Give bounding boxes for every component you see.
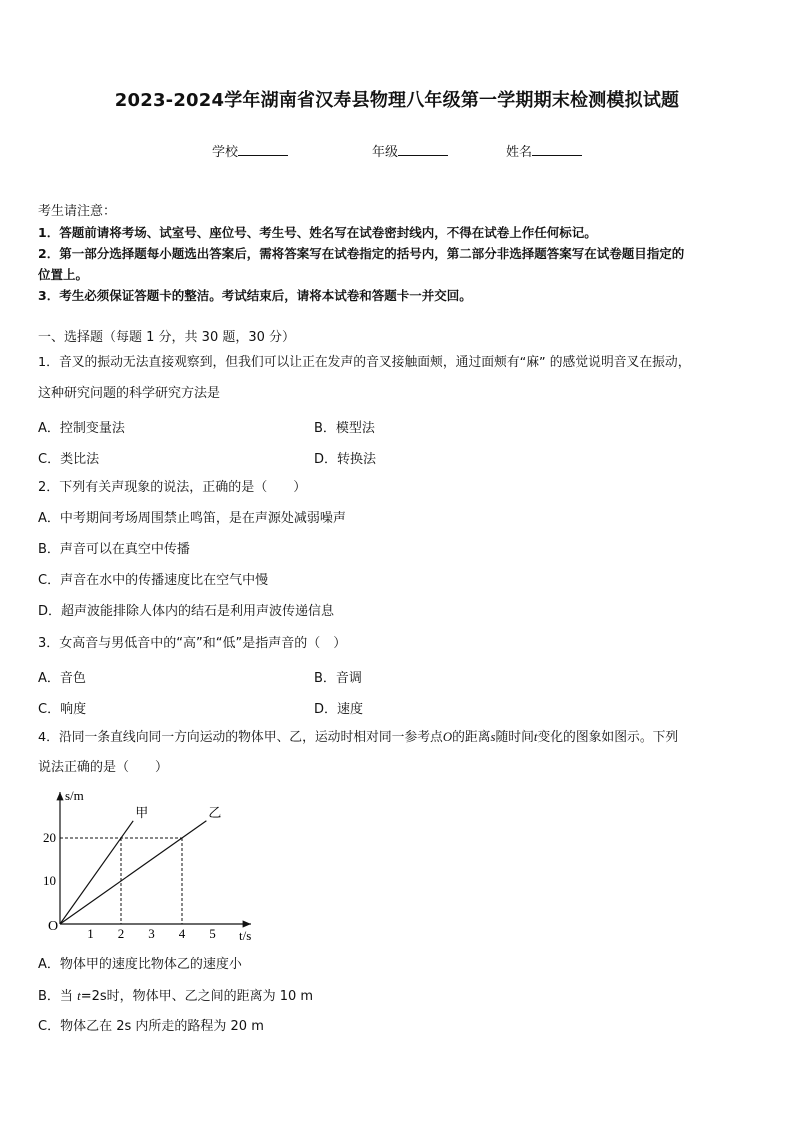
x-tick-label: 3 bbox=[148, 926, 155, 941]
q4-stem-part: 的距离 bbox=[452, 730, 491, 745]
q4-var-s: s bbox=[490, 730, 496, 744]
q2-option-d: D．超声波能排除人体内的结石是利用声波传递信息 bbox=[38, 604, 335, 619]
name-label: 姓名 bbox=[506, 145, 533, 160]
notice-item: 2．第一部分选择题每小题选出答案后，需将答案写在试卷指定的括号内，第二部分非选择题答案写在试卷题目指定的 bbox=[38, 246, 685, 261]
name-field bbox=[506, 141, 582, 160]
grade-label: 年级 bbox=[372, 145, 399, 160]
origin-label: O bbox=[48, 919, 59, 934]
q3-option-a: A．音色 bbox=[38, 671, 86, 686]
school-label: 学校 bbox=[212, 145, 239, 160]
q2-option-c: C．声音在水中的传播速度比在空气中慢 bbox=[38, 573, 269, 588]
q4-stem-part: 变化的图象如图示。下列 bbox=[537, 730, 679, 745]
x-tick-label: 1 bbox=[87, 926, 94, 941]
q3-stem: 3．女高音与男低音中的“高”和“低”是指声音的（ ） bbox=[38, 636, 347, 651]
notice-heading: 考生请注意： bbox=[38, 204, 117, 219]
y-axis-label: s/m bbox=[65, 788, 84, 803]
q4-option-c: C．物体乙在 2s 内所走的路程为 20 m bbox=[38, 1019, 264, 1034]
series-label-2: 乙 bbox=[208, 805, 222, 821]
q1-option-d: D．转换法 bbox=[314, 452, 377, 467]
series-label-1: 甲 bbox=[135, 805, 149, 821]
q4-stem-cont: 说法正确的是（ ） bbox=[38, 760, 169, 775]
q4-option-b bbox=[38, 988, 313, 1005]
grade-field bbox=[372, 141, 448, 160]
q4-var-o: O bbox=[442, 730, 453, 744]
q1-option-b: B．模型法 bbox=[314, 421, 375, 436]
series-line-2 bbox=[60, 821, 206, 924]
name-blank bbox=[532, 143, 582, 156]
section-title: 一、选择题（每题 1 分，共 30 题，30 分） bbox=[38, 330, 296, 345]
q2-option-b: B．声音可以在真空中传播 bbox=[38, 542, 190, 557]
q1-stem: 1．音叉的振动无法直接观察到，但我们可以让正在发声的音叉接触面颊，通过面颊有“麻” 的感觉说明音叉在振动， bbox=[38, 355, 691, 370]
q4-option-b-part: =2s时，物体甲、乙之间的距离为 10 m bbox=[80, 989, 314, 1004]
q4-option-a: A．物体甲的速度比物体乙的速度小 bbox=[38, 957, 242, 972]
q4-stem-part: 4．沿同一条直线向同一方向运动的物体甲、乙，运动时相对同一参考点 bbox=[38, 730, 443, 745]
x-tick-label: 4 bbox=[178, 926, 186, 941]
x-tick-label: 2 bbox=[117, 926, 125, 941]
notice-item: 1．答题前请将考场、试室号、座位号、考生号、姓名写在试卷密封线内，不得在试卷上作任何标记。 bbox=[38, 225, 597, 240]
school-field bbox=[212, 141, 288, 160]
q4-var-t: t bbox=[77, 988, 81, 1003]
q4-stem-part: 随时间 bbox=[495, 730, 534, 745]
q3-option-d: D．速度 bbox=[314, 702, 364, 717]
q2-stem: 2．下列有关声现象的说法，正确的是（ ） bbox=[38, 480, 307, 495]
q4-option-b-part: B．当 bbox=[38, 989, 78, 1004]
q3-option-b: B．音调 bbox=[314, 671, 362, 686]
q4-var-t: t bbox=[533, 730, 538, 744]
grade-blank bbox=[398, 143, 448, 156]
series-line-1 bbox=[60, 821, 133, 924]
page-title: 2023-2024学年湖南省汉寿县物理八年级第一学期期末检测模拟试题 bbox=[114, 90, 680, 111]
x-tick-label: 5 bbox=[209, 926, 216, 941]
q4-stem bbox=[38, 729, 678, 746]
q3-option-c: C．响度 bbox=[38, 702, 87, 717]
q1-stem-cont: 这种研究问题的科学研究方法是 bbox=[38, 386, 221, 401]
y-tick-label: 10 bbox=[43, 873, 56, 888]
q2-option-a: A．中考期间考场周围禁止鸣笛，是在声源处减弱噪声 bbox=[38, 511, 346, 526]
x-axis-label: t/s bbox=[239, 928, 252, 943]
school-blank bbox=[238, 143, 288, 156]
notice-item: 位置上。 bbox=[38, 267, 89, 282]
q1-option-c: C．类比法 bbox=[38, 452, 100, 467]
q1-option-a: A．控制变量法 bbox=[38, 421, 125, 436]
y-tick-label: 20 bbox=[43, 830, 56, 845]
notice-item: 3．考生必须保证答题卡的整洁。考试结束后，请将本试卷和答题卡一并交回。 bbox=[38, 288, 472, 303]
distance-time-chart bbox=[36, 788, 266, 948]
